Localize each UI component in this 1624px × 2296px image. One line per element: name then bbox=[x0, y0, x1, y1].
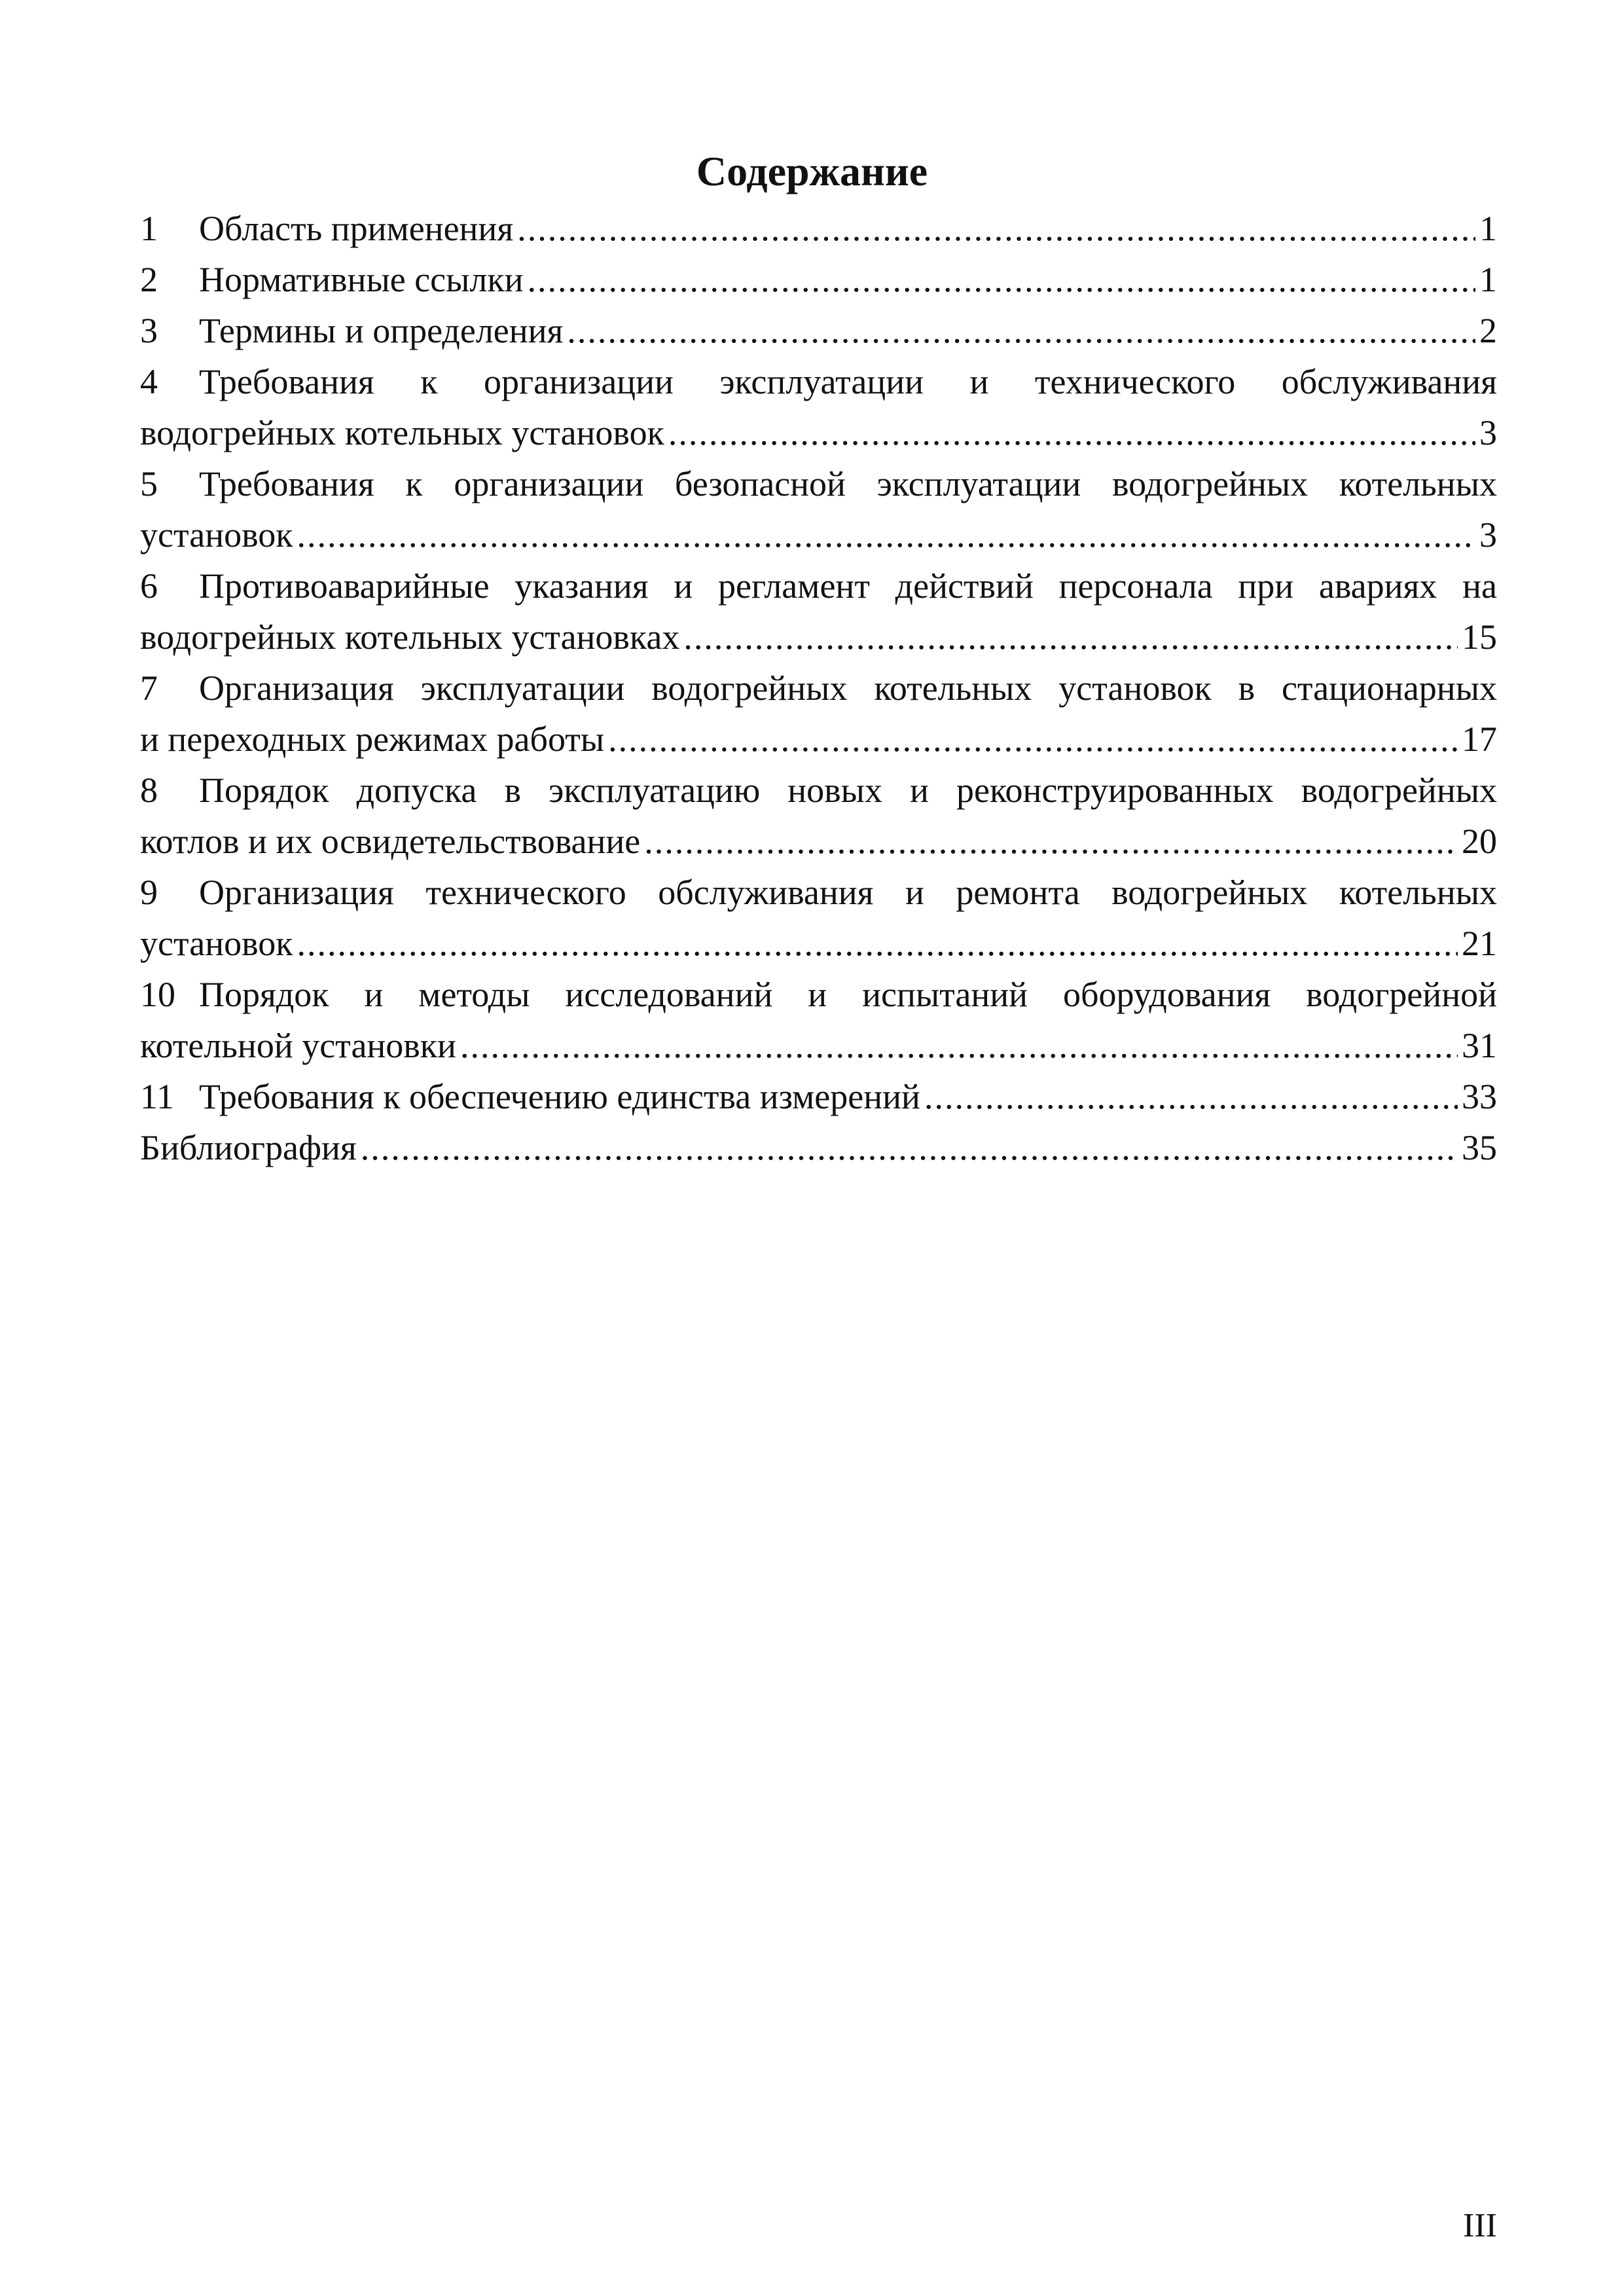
toc-entry-number: 9 bbox=[140, 873, 158, 912]
toc-entry-number: 2 bbox=[140, 260, 158, 299]
dot-leader bbox=[460, 1020, 1458, 1071]
toc-entry-4[interactable] bbox=[140, 356, 1497, 458]
dot-leader bbox=[608, 714, 1458, 765]
dot-leader bbox=[924, 1071, 1458, 1122]
toc-entry-9[interactable] bbox=[140, 867, 1497, 969]
toc-entry-title: Область применения bbox=[199, 209, 514, 248]
dot-leader bbox=[567, 305, 1475, 356]
toc-entry-page: 3 bbox=[1479, 413, 1497, 452]
toc-entry-title: Нормативные ссылки bbox=[199, 260, 524, 299]
toc-entry-title-line-2: котельной установки bbox=[140, 1026, 456, 1065]
toc-entry-11[interactable] bbox=[140, 1071, 1497, 1122]
toc-entry-title-line-2: водогрейных котельных установках bbox=[140, 617, 680, 657]
toc-entry-2[interactable] bbox=[140, 254, 1497, 305]
page-number: III bbox=[1463, 2207, 1497, 2244]
toc-entry-page: 17 bbox=[1462, 720, 1497, 759]
toc-entry-title: Требования к обеспечению единства измерений bbox=[199, 1077, 920, 1116]
toc-entry-title: Библиография bbox=[140, 1128, 357, 1167]
dot-leader bbox=[644, 816, 1458, 867]
toc-entry-number: 4 bbox=[140, 362, 158, 401]
toc-entry-number: 7 bbox=[140, 668, 158, 708]
toc-entry-page: 1 bbox=[1479, 209, 1497, 248]
toc-entry-1[interactable] bbox=[140, 203, 1497, 254]
toc-entry-page: 3 bbox=[1479, 515, 1497, 555]
dot-leader bbox=[668, 407, 1475, 458]
toc-entry-title-line-1: Порядок допуска в эксплуатацию новых и реконструированных водогрейных bbox=[199, 771, 1497, 810]
toc-entry-number: 6 bbox=[140, 566, 158, 606]
toc-entry-page: 33 bbox=[1462, 1077, 1497, 1116]
toc-entry-title-line-2: и переходных режимах работы bbox=[140, 720, 605, 759]
dot-leader bbox=[517, 203, 1475, 254]
toc-entry-title: Термины и определения bbox=[199, 311, 564, 350]
toc-entry-title-line-2: установок bbox=[140, 924, 293, 963]
dot-leader bbox=[528, 254, 1476, 305]
toc-entry-7[interactable] bbox=[140, 663, 1497, 765]
toc-entry-number: 11 bbox=[140, 1077, 174, 1116]
toc-entry-page: 35 bbox=[1462, 1128, 1497, 1167]
toc-entry-page: 15 bbox=[1462, 617, 1497, 657]
toc-title: Содержание bbox=[696, 148, 928, 194]
toc-entry-bibliography[interactable] bbox=[140, 1122, 1497, 1173]
toc-entry-title-line-1: Организация технического обслуживания и ремонта водогрейных котельных bbox=[199, 873, 1497, 912]
toc-entry-title-line-2: котлов и их освидетельствование bbox=[140, 822, 641, 861]
toc-entry-title-line-1: Организация эксплуатации водогрейных котельных установок в стационарных bbox=[199, 668, 1497, 708]
toc-entry-5[interactable] bbox=[140, 458, 1497, 560]
toc-entry-title-line-2: водогрейных котельных установок bbox=[140, 413, 664, 452]
toc-entry-page: 20 bbox=[1462, 822, 1497, 861]
toc-entry-title-line-2: установок bbox=[140, 515, 293, 555]
toc-entry-page: 21 bbox=[1462, 924, 1497, 963]
toc-entry-10[interactable] bbox=[140, 969, 1497, 1071]
toc-entry-page: 1 bbox=[1479, 260, 1497, 299]
toc-entry-page: 31 bbox=[1462, 1026, 1497, 1065]
toc-entry-8[interactable] bbox=[140, 765, 1497, 867]
table-of-contents bbox=[140, 203, 1497, 1173]
toc-entry-number: 5 bbox=[140, 464, 158, 503]
toc-entry-number: 1 bbox=[140, 209, 158, 248]
toc-entry-title-line-1: Требования к организации безопасной эксплуатации водогрейных котельных bbox=[199, 464, 1497, 503]
toc-entry-6[interactable] bbox=[140, 560, 1497, 663]
toc-entry-title-line-1: Порядок и методы исследований и испытаний оборудования водогрейной bbox=[199, 975, 1497, 1014]
toc-entry-title-line-1: Требования к организации эксплуатации и технического обслуживания bbox=[199, 362, 1497, 401]
toc-entry-number: 8 bbox=[140, 771, 158, 810]
toc-entry-number: 10 bbox=[140, 975, 175, 1014]
dot-leader bbox=[297, 509, 1475, 560]
toc-entry-title-line-1: Противоаварийные указания и регламент действий персонала при авариях на bbox=[199, 566, 1497, 606]
dot-leader bbox=[297, 918, 1458, 969]
toc-entry-number: 3 bbox=[140, 311, 158, 350]
toc-entry-page: 2 bbox=[1479, 311, 1497, 350]
toc-entry-3[interactable] bbox=[140, 305, 1497, 356]
dot-leader bbox=[683, 611, 1458, 663]
dot-leader bbox=[361, 1122, 1458, 1173]
